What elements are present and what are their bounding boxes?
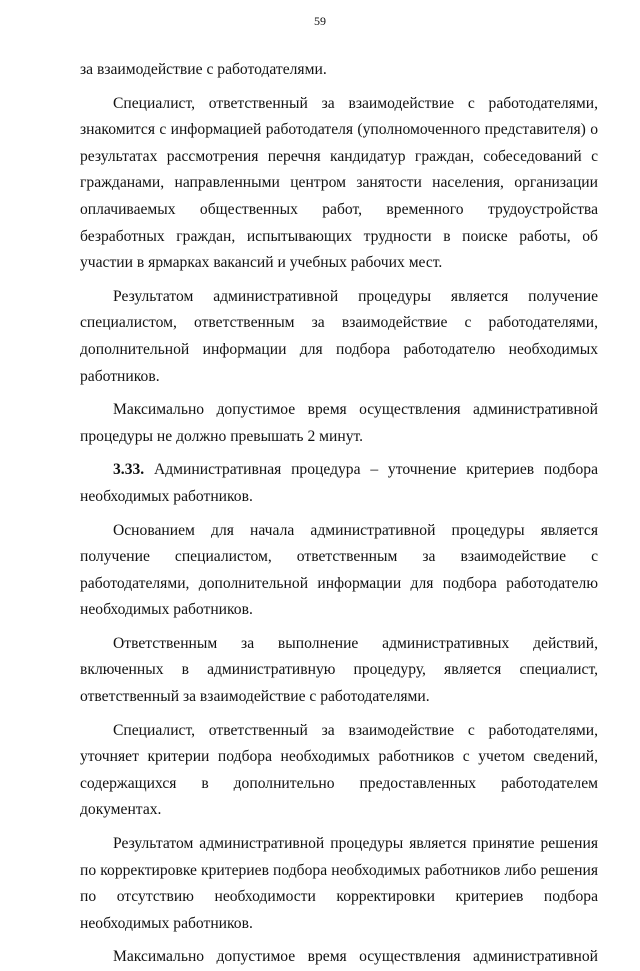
paragraph-text: Специалист, ответственный за взаимодействие с работодателями, знакомится с информацией работодателя (уполномоченного представителя) о результатах рассмотрения перечня кандидатур граждан, собеседований с гражданами, направленными центром занятости населения, организации оплачиваемых общественных работ, временного трудоустройства безработных граждан, испытывающих трудности в поиске работы, об участии в ярмарках вакансий и учебных рабочих мест. — [80, 94, 598, 272]
section-paragraph — [80, 457, 598, 510]
paragraph-text: Ответственным за выполнение административных действий, включенных в административную процедуру, является специалист, ответственный за взаимодействие с работодателями. — [80, 634, 598, 706]
paragraph — [80, 284, 598, 390]
paragraph-text: за взаимодействие с работодателями. — [80, 61, 327, 78]
paragraph — [80, 718, 598, 824]
paragraph-text: Результатом административной процедуры является получение специалистом, ответственным за взаимодействие с работодателями, дополнительной информации для подбора работодателю необходимых работников. — [80, 287, 598, 385]
paragraph-text: Специалист, ответственный за взаимодействие с работодателями, уточняет критерии подбора необходимых работников с учетом сведений, содержащихся в дополнительно предоставленных работодателем документах. — [80, 721, 598, 819]
paragraph-text: Основанием для начала административной процедуры является получение специалистом, ответственным за взаимодействие с работодателями, дополнительной информации для подбора работодателю необходимых работников. — [80, 521, 598, 619]
paragraph — [80, 631, 598, 711]
paragraph — [80, 831, 598, 937]
paragraph-text: Результатом административной процедуры является принятие решения по корректировке критериев подбора необходимых работников либо решения по отсутствию необходимости корректировки критериев подбора необходимых работников. — [80, 835, 598, 932]
paragraph-text: Максимально допустимое время осуществления административной — [113, 948, 598, 966]
paragraph-continuation — [80, 57, 598, 84]
paragraph — [80, 944, 598, 971]
paragraph — [80, 91, 598, 277]
section-number: 3.33. — [113, 461, 145, 479]
paragraph — [80, 518, 598, 624]
document-body — [80, 57, 598, 971]
page-number: 59 — [314, 14, 326, 28]
paragraph — [80, 397, 598, 450]
paragraph-text: Максимально допустимое время осуществления административной процедуры не должно превышать 2 минут. — [80, 401, 598, 445]
paragraph-text: Административная процедура – уточнение критериев подбора необходимых работников. — [80, 461, 598, 505]
